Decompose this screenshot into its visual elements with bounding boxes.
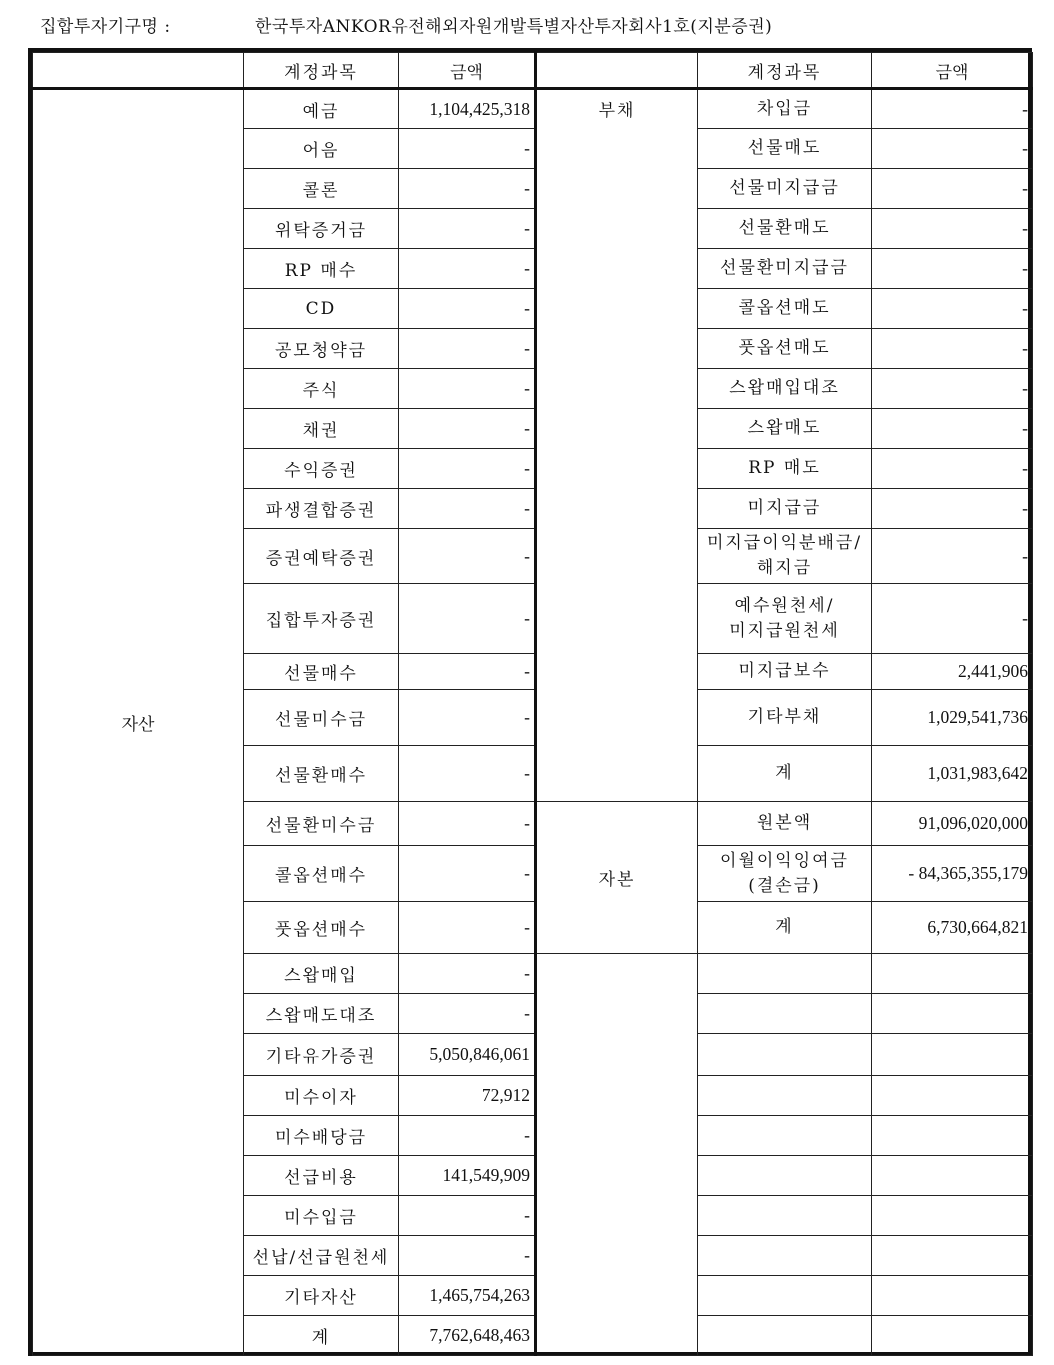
asset-account [244, 846, 399, 902]
asset-amount [399, 89, 536, 129]
asset-amount [399, 249, 536, 289]
cell-text: 기타유가증권 [265, 1047, 377, 1067]
cell-text: - [524, 661, 530, 681]
header-blank-right [536, 53, 698, 89]
empty-cell [872, 1276, 1033, 1316]
cell-text: 증권예탁증권 [265, 548, 377, 569]
cell-text: - [524, 498, 530, 518]
cell-text: 풋옵션매수 [274, 920, 368, 940]
cell-text: 1,465,754,263 [429, 1285, 530, 1305]
liabilities-account [698, 209, 872, 249]
liabilities-amount [872, 329, 1033, 369]
asset-account [244, 249, 399, 289]
asset-account [244, 1076, 399, 1116]
asset-amount [399, 1156, 536, 1196]
cell-text: CD [305, 298, 337, 319]
equity-account [698, 846, 872, 902]
asset-amount [399, 846, 536, 902]
table-row [33, 89, 1033, 129]
cell-text: - [524, 178, 530, 198]
empty-cell [872, 1236, 1033, 1276]
cell-text: - [1022, 458, 1028, 478]
cell-text: 기타자산 [284, 1288, 358, 1308]
asset-account [244, 902, 399, 954]
cell-text: 7,762,648,463 [429, 1325, 530, 1345]
asset-account [244, 1276, 399, 1316]
balance-sheet-frame [28, 48, 1032, 1356]
liabilities-account [698, 129, 872, 169]
liabilities-amount [872, 89, 1033, 129]
asset-account [244, 289, 399, 329]
asset-amount [399, 654, 536, 690]
col-amount-header-right: 금액 [872, 53, 1033, 89]
asset-amount [399, 409, 536, 449]
section-equity [536, 802, 698, 954]
asset-account [244, 329, 399, 369]
asset-account [244, 1034, 399, 1076]
empty-cell [698, 1196, 872, 1236]
cell-text: - [524, 1003, 530, 1023]
cell-text: - [524, 963, 530, 983]
empty-cell [698, 1236, 872, 1276]
cell-text: 72,912 [481, 1085, 530, 1105]
liabilities-account [698, 409, 872, 449]
cell-text: - 84,365,355,179 [908, 863, 1028, 883]
asset-account [244, 449, 399, 489]
col-account-header: 계정과목 [244, 53, 399, 89]
cell-text: 선물환매수 [274, 766, 368, 786]
asset-account [244, 654, 399, 690]
liabilities-account [698, 449, 872, 489]
liabilities-amount [872, 529, 1033, 584]
asset-account [244, 1196, 399, 1236]
cell-text: 자본 [598, 870, 636, 890]
asset-account [244, 1236, 399, 1276]
cell-text: 위탁증거금 [274, 221, 368, 241]
liabilities-account [698, 289, 872, 329]
liabilities-amount [872, 249, 1033, 289]
asset-account [244, 746, 399, 802]
cell-text: - [524, 258, 530, 278]
cell-text: 선물환미수금 [265, 816, 377, 836]
empty-cell [872, 1196, 1033, 1236]
cell-text: 미수입금 [284, 1208, 358, 1228]
liabilities-amount [872, 746, 1033, 802]
asset-amount [399, 369, 536, 409]
liabilities-account [698, 529, 872, 584]
section-liabilities [536, 89, 698, 802]
liabilities-amount [872, 169, 1033, 209]
liabilities-amount [872, 289, 1033, 329]
empty-cell [698, 994, 872, 1034]
asset-amount [399, 584, 536, 654]
asset-account [244, 1156, 399, 1196]
asset-account [244, 954, 399, 994]
empty-cell [872, 1034, 1033, 1076]
cell-text: 5,050,846,061 [429, 1044, 530, 1064]
liabilities-account [698, 489, 872, 529]
cell-text: - [1022, 98, 1028, 119]
cell-text: 6,730,664,821 [927, 917, 1028, 937]
cell-text: - [524, 298, 530, 318]
cell-text: - [524, 418, 530, 438]
asset-amount [399, 954, 536, 994]
cell-text: - [1022, 498, 1028, 518]
cell-text: - [1022, 218, 1028, 238]
empty-cell [872, 1316, 1033, 1356]
empty-cell [872, 994, 1033, 1034]
cell-text: 집합투자증권 [265, 611, 377, 631]
cell-text: 예수원천세/ [734, 595, 835, 616]
cell-text: - [524, 863, 530, 883]
asset-amount [399, 209, 536, 249]
empty-cell [872, 1116, 1033, 1156]
cell-text: - [524, 338, 530, 358]
asset-amount [399, 169, 536, 209]
cell-text: RP 매수 [284, 261, 358, 281]
asset-account [244, 1116, 399, 1156]
asset-amount [399, 902, 536, 954]
liabilities-amount [872, 654, 1033, 690]
empty-cell [698, 1276, 872, 1316]
asset-account [244, 584, 399, 654]
cell-text: 미지급보수 [738, 661, 831, 682]
cell-text: 수익증권 [284, 461, 358, 481]
liabilities-account [698, 89, 872, 129]
equity-amount [872, 802, 1033, 846]
cell-text: - [524, 218, 530, 238]
empty-cell [698, 1116, 872, 1156]
liabilities-amount [872, 369, 1033, 409]
column-header-row [33, 53, 1033, 89]
cell-text: 미지급금 [747, 498, 822, 519]
cell-text: - [1022, 298, 1028, 318]
asset-account [244, 369, 399, 409]
asset-amount [399, 994, 536, 1034]
cell-text: - [524, 1245, 530, 1265]
cell-text: 스왑매도 [747, 418, 822, 439]
asset-amount [399, 129, 536, 169]
asset-account [244, 529, 399, 584]
cell-text: RP 매도 [748, 458, 821, 479]
cell-text: 2,441,906 [958, 661, 1028, 681]
cell-text: 콜론 [302, 181, 340, 201]
section-assets [33, 89, 244, 1356]
cell-text: 이월이익잉여금 [720, 850, 849, 871]
cell-text: - [524, 813, 530, 833]
asset-account [244, 994, 399, 1034]
cell-text-line2: (결손금) [748, 875, 821, 896]
cell-text: 콜옵션매도 [738, 298, 831, 319]
equity-account [698, 802, 872, 846]
cell-text: 공모청약금 [274, 341, 368, 361]
liabilities-account [698, 746, 872, 802]
liabilities-account [698, 654, 872, 690]
cell-text: 미수배당금 [274, 1128, 368, 1148]
cell-text: 어음 [302, 141, 340, 161]
empty-cell [872, 1156, 1033, 1196]
cell-text: 차입금 [756, 98, 813, 119]
cell-text: - [524, 1125, 530, 1145]
asset-amount [399, 802, 536, 846]
cell-text-line2: 미지급원천세 [729, 620, 840, 641]
asset-account [244, 690, 399, 746]
asset-amount [399, 1034, 536, 1076]
cell-text: - [524, 763, 530, 783]
liabilities-account [698, 329, 872, 369]
cell-text: 1,104,425,318 [429, 98, 530, 119]
asset-amount [399, 449, 536, 489]
asset-amount [399, 1196, 536, 1236]
cell-text: 미수이자 [284, 1088, 358, 1108]
liabilities-account [698, 249, 872, 289]
asset-amount [399, 489, 536, 529]
asset-account [244, 209, 399, 249]
cell-text: 원본액 [756, 813, 813, 834]
cell-text: - [1022, 338, 1028, 358]
cell-text: 141,549,909 [442, 1165, 530, 1185]
cell-text: - [1022, 418, 1028, 438]
cell-text: 계 [775, 917, 794, 938]
asset-amount [399, 329, 536, 369]
liabilities-amount [872, 209, 1033, 249]
empty-cell [872, 954, 1033, 994]
cell-text: 1,031,983,642 [927, 763, 1028, 783]
asset-amount [399, 1236, 536, 1276]
cell-text: 스왑매입대조 [729, 378, 840, 399]
col-amount-header: 금액 [399, 53, 536, 89]
cell-text: - [1022, 545, 1028, 566]
asset-account [244, 1316, 399, 1356]
asset-amount [399, 529, 536, 584]
balance-sheet-body [33, 53, 1033, 1356]
cell-text: 선물환미지급금 [720, 258, 849, 279]
cell-text: - [524, 917, 530, 937]
col-account-header-right: 계정과목 [698, 53, 872, 89]
equity-amount [872, 846, 1033, 902]
cell-text-line2: 해지금 [756, 558, 813, 578]
cell-text: 채권 [302, 421, 340, 441]
liabilities-account [698, 369, 872, 409]
asset-amount [399, 1316, 536, 1356]
liabilities-amount [872, 489, 1033, 529]
asset-amount [399, 690, 536, 746]
cell-text: 예금 [302, 101, 340, 122]
asset-amount [399, 1076, 536, 1116]
asset-amount [399, 746, 536, 802]
cell-text: 콜옵션매수 [274, 866, 368, 886]
asset-amount [399, 1276, 536, 1316]
liabilities-amount [872, 129, 1033, 169]
cell-text: 91,096,020,000 [918, 813, 1028, 833]
liabilities-account [698, 690, 872, 746]
asset-amount [399, 289, 536, 329]
empty-cell [698, 954, 872, 994]
empty-cell [698, 1316, 872, 1356]
liabilities-amount [872, 690, 1033, 746]
cell-text: 계 [311, 1328, 331, 1348]
empty-cell [872, 1076, 1033, 1116]
cell-text: - [1022, 138, 1028, 158]
empty-right-block [536, 954, 698, 1356]
asset-account [244, 802, 399, 846]
equity-account [698, 902, 872, 954]
cell-text: 선물매도 [747, 138, 822, 159]
cell-text: - [524, 138, 530, 158]
empty-cell [698, 1034, 872, 1076]
cell-text: - [1022, 608, 1028, 628]
asset-account [244, 89, 399, 129]
cell-text: 부채 [598, 101, 636, 121]
cell-text: - [524, 707, 530, 727]
asset-account [244, 409, 399, 449]
cell-text: 선물미지급금 [729, 178, 840, 199]
cell-text: - [524, 608, 530, 628]
balance-sheet-table [32, 52, 1033, 1356]
liabilities-account [698, 169, 872, 209]
cell-text: - [1022, 258, 1028, 278]
cell-text: 선급비용 [284, 1168, 358, 1188]
empty-cell [698, 1076, 872, 1116]
cell-text: - [1022, 178, 1028, 198]
liabilities-account [698, 584, 872, 654]
equity-amount [872, 902, 1033, 954]
cell-text: 선물환매도 [738, 218, 831, 239]
cell-text: - [524, 378, 530, 398]
empty-cell [698, 1156, 872, 1196]
cell-text: 미지급이익분배금/ [706, 533, 863, 554]
asset-account [244, 129, 399, 169]
liabilities-amount [872, 449, 1033, 489]
fund-label: 집합투자기구명 : [40, 17, 171, 37]
fund-name: 한국투자ANKOR유전해외자원개발특별자산투자회사1호(지분증권) [255, 17, 773, 37]
cell-text: 선물매수 [284, 664, 358, 684]
liabilities-amount [872, 584, 1033, 654]
cell-text: 선물미수금 [274, 710, 368, 730]
cell-text: - [524, 545, 530, 566]
cell-text: 파생결합증권 [265, 501, 377, 521]
asset-account [244, 169, 399, 209]
cell-text: 풋옵션매도 [738, 338, 831, 359]
asset-account [244, 489, 399, 529]
header-blank-left [33, 53, 244, 89]
cell-text: 주식 [302, 381, 340, 401]
cell-text: - [1022, 378, 1028, 398]
cell-text: 기타부채 [747, 707, 822, 728]
cell-text: - [524, 458, 530, 478]
cell-text: 선납/선급원천세 [252, 1248, 390, 1268]
cell-text: 스왑매도대조 [265, 1006, 377, 1026]
cell-text: - [524, 1205, 530, 1225]
liabilities-amount [872, 409, 1033, 449]
cell-text: 스왑매입 [284, 966, 358, 986]
asset-amount [399, 1116, 536, 1156]
cell-text: 자산 [121, 715, 155, 735]
cell-text: 계 [775, 763, 794, 784]
cell-text: 1,029,541,736 [927, 707, 1028, 727]
